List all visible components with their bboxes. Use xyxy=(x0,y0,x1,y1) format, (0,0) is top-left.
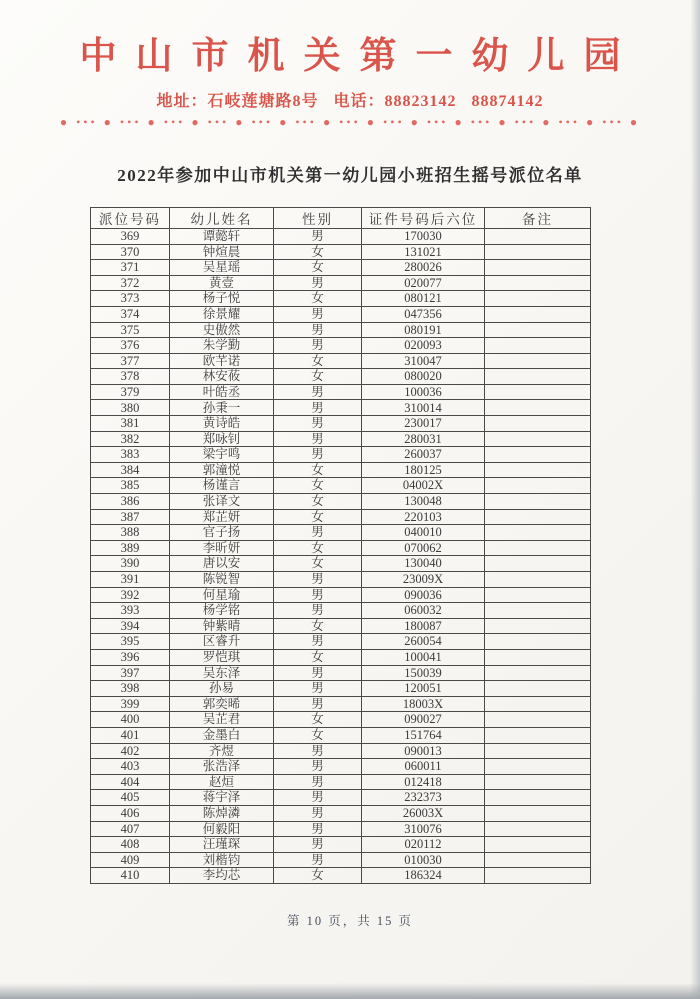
table-cell xyxy=(485,821,591,837)
table-cell: 李均芯 xyxy=(170,868,274,884)
table-cell xyxy=(485,618,591,634)
column-header: 性别 xyxy=(274,207,362,228)
table-cell: 欧芊诺 xyxy=(170,353,274,369)
table-cell: 吴星瑶 xyxy=(170,260,274,276)
table-row xyxy=(91,306,591,322)
table-cell: 151764 xyxy=(362,727,485,743)
table-cell: 020077 xyxy=(362,275,485,291)
table-cell xyxy=(485,322,591,338)
table-cell: 100041 xyxy=(362,649,485,665)
table-cell xyxy=(485,369,591,385)
table-cell: 男 xyxy=(274,805,362,821)
table-cell: 380 xyxy=(91,400,170,416)
table-cell: 男 xyxy=(274,634,362,650)
table-cell: 女 xyxy=(274,618,362,634)
table-cell xyxy=(485,244,591,260)
table-cell: 男 xyxy=(274,572,362,588)
table-cell: 260037 xyxy=(362,447,485,463)
table-cell xyxy=(485,774,591,790)
table-cell: 唐以安 xyxy=(170,556,274,572)
table-cell: 吴芷君 xyxy=(170,712,274,728)
table-cell: 399 xyxy=(91,696,170,712)
table-cell: 女 xyxy=(274,556,362,572)
table-cell: 386 xyxy=(91,494,170,510)
table-cell: 女 xyxy=(274,712,362,728)
table-cell xyxy=(485,837,591,853)
table-cell: 369 xyxy=(91,228,170,244)
table-cell: 金墨白 xyxy=(170,727,274,743)
table-cell: 男 xyxy=(274,774,362,790)
table-cell: 李昕妍 xyxy=(170,540,274,556)
table-cell xyxy=(485,384,591,400)
table-cell: 375 xyxy=(91,322,170,338)
table-cell: 男 xyxy=(274,338,362,354)
table-cell xyxy=(485,868,591,884)
table-cell: 杨谨言 xyxy=(170,478,274,494)
table-cell: 373 xyxy=(91,291,170,307)
table-cell: 男 xyxy=(274,852,362,868)
table-cell xyxy=(485,556,591,572)
table-cell: 张译文 xyxy=(170,494,274,510)
org-name-title: 中山市机关第一幼儿园 xyxy=(79,36,640,77)
table-cell: 女 xyxy=(274,260,362,276)
table-cell: 310014 xyxy=(362,400,485,416)
table-cell: 区睿升 xyxy=(170,634,274,650)
letterhead xyxy=(0,0,700,129)
table-cell: 女 xyxy=(274,649,362,665)
table-cell: 395 xyxy=(91,634,170,650)
table-cell: 130048 xyxy=(362,494,485,510)
table-cell xyxy=(485,727,591,743)
table-cell: 男 xyxy=(274,603,362,619)
table-cell: 150039 xyxy=(362,665,485,681)
table-cell xyxy=(485,525,591,541)
table-cell: 男 xyxy=(274,400,362,416)
table-cell: 378 xyxy=(91,369,170,385)
table-cell: 410 xyxy=(91,868,170,884)
table-row xyxy=(91,369,591,385)
table-cell: 刘楷钧 xyxy=(170,852,274,868)
table-cell: 女 xyxy=(274,494,362,510)
table-cell: 310076 xyxy=(362,821,485,837)
table-cell: 男 xyxy=(274,525,362,541)
table-cell: 391 xyxy=(91,572,170,588)
table-cell xyxy=(485,275,591,291)
table-row xyxy=(91,634,591,650)
table-cell: 男 xyxy=(274,275,362,291)
table-cell: 130040 xyxy=(362,556,485,572)
table-cell xyxy=(485,494,591,510)
table-row xyxy=(91,868,591,884)
table-cell xyxy=(485,649,591,665)
table-cell: 陈锐智 xyxy=(170,572,274,588)
table-cell: 409 xyxy=(91,852,170,868)
table-cell: 080020 xyxy=(362,369,485,385)
table-cell: 376 xyxy=(91,338,170,354)
table-cell: 400 xyxy=(91,712,170,728)
table-cell: 385 xyxy=(91,478,170,494)
table-cell: 372 xyxy=(91,275,170,291)
table-cell: 047356 xyxy=(362,306,485,322)
scan-edge-right xyxy=(690,0,700,999)
table-row xyxy=(91,447,591,463)
table-cell: 379 xyxy=(91,384,170,400)
roster-table-head xyxy=(91,207,591,228)
table-row xyxy=(91,587,591,603)
table-cell: 汪瑾琛 xyxy=(170,837,274,853)
table-cell: 080191 xyxy=(362,322,485,338)
table-cell: 黄壹 xyxy=(170,275,274,291)
table-cell: 402 xyxy=(91,743,170,759)
table-row xyxy=(91,525,591,541)
table-row xyxy=(91,743,591,759)
table-cell: 384 xyxy=(91,462,170,478)
table-cell xyxy=(485,587,591,603)
table-cell: 388 xyxy=(91,525,170,541)
table-cell: 女 xyxy=(274,727,362,743)
table-cell: 钟紫晴 xyxy=(170,618,274,634)
table-row xyxy=(91,431,591,447)
table-cell: 蒋宇泽 xyxy=(170,790,274,806)
table-row xyxy=(91,509,591,525)
table-cell: 朱学勤 xyxy=(170,338,274,354)
table-row xyxy=(91,353,591,369)
roster-table-body xyxy=(91,228,591,883)
table-cell: 吴东泽 xyxy=(170,665,274,681)
table-cell xyxy=(485,603,591,619)
column-header: 证件号码后六位 xyxy=(362,207,485,228)
table-cell: 齐煜 xyxy=(170,743,274,759)
table-cell: 260054 xyxy=(362,634,485,650)
table-cell: 020093 xyxy=(362,338,485,354)
table-cell: 男 xyxy=(274,384,362,400)
table-cell: 女 xyxy=(274,462,362,478)
table-cell: 男 xyxy=(274,322,362,338)
table-row xyxy=(91,540,591,556)
table-cell: 男 xyxy=(274,228,362,244)
table-cell: 040010 xyxy=(362,525,485,541)
table-cell xyxy=(485,743,591,759)
table-cell: 392 xyxy=(91,587,170,603)
table-row xyxy=(91,790,591,806)
column-header: 备注 xyxy=(485,207,591,228)
table-cell: 377 xyxy=(91,353,170,369)
table-cell xyxy=(485,353,591,369)
table-cell: 男 xyxy=(274,696,362,712)
table-cell: 020112 xyxy=(362,837,485,853)
table-cell xyxy=(485,665,591,681)
table-cell: 012418 xyxy=(362,774,485,790)
table-cell: 男 xyxy=(274,431,362,447)
table-row xyxy=(91,774,591,790)
table-cell: 女 xyxy=(274,353,362,369)
table-row xyxy=(91,712,591,728)
table-row xyxy=(91,228,591,244)
table-cell xyxy=(485,260,591,276)
table-row xyxy=(91,462,591,478)
column-header: 派位号码 xyxy=(91,207,170,228)
table-cell xyxy=(485,228,591,244)
table-row xyxy=(91,338,591,354)
table-cell: 403 xyxy=(91,759,170,775)
table-cell: 杨子悦 xyxy=(170,291,274,307)
table-cell: 陈焯潾 xyxy=(170,805,274,821)
table-row xyxy=(91,681,591,697)
table-cell xyxy=(485,291,591,307)
table-cell xyxy=(485,509,591,525)
table-row xyxy=(91,244,591,260)
table-cell: 280026 xyxy=(362,260,485,276)
table-cell: 090013 xyxy=(362,743,485,759)
table-cell: 406 xyxy=(91,805,170,821)
table-cell: 孙易 xyxy=(170,681,274,697)
table-cell: 男 xyxy=(274,587,362,603)
table-cell: 18003X xyxy=(362,696,485,712)
table-cell: 404 xyxy=(91,774,170,790)
table-cell: 398 xyxy=(91,681,170,697)
table-cell: 女 xyxy=(274,244,362,260)
table-cell: 407 xyxy=(91,821,170,837)
table-cell: 010030 xyxy=(362,852,485,868)
table-cell: 男 xyxy=(274,681,362,697)
table-cell: 120051 xyxy=(362,681,485,697)
table-cell: 女 xyxy=(274,369,362,385)
table-row xyxy=(91,727,591,743)
table-cell: 381 xyxy=(91,416,170,432)
table-cell: 女 xyxy=(274,540,362,556)
table-cell: 女 xyxy=(274,868,362,884)
table-cell: 男 xyxy=(274,743,362,759)
table-cell: 史傲然 xyxy=(170,322,274,338)
table-cell: 官子扬 xyxy=(170,525,274,541)
table-row xyxy=(91,759,591,775)
table-cell: 280031 xyxy=(362,431,485,447)
table-cell: 男 xyxy=(274,821,362,837)
table-cell xyxy=(485,540,591,556)
table-cell: 女 xyxy=(274,478,362,494)
table-cell: 郭奕晞 xyxy=(170,696,274,712)
table-cell: 郭潼悦 xyxy=(170,462,274,478)
table-cell xyxy=(485,400,591,416)
table-cell: 310047 xyxy=(362,353,485,369)
table-cell xyxy=(485,790,591,806)
table-cell: 何星瑜 xyxy=(170,587,274,603)
table-cell: 男 xyxy=(274,447,362,463)
table-cell: 杨学铭 xyxy=(170,603,274,619)
table-cell: 林安莜 xyxy=(170,369,274,385)
org-address-phone: 地址：石岐莲塘路8号 电话：88823142 88874142 xyxy=(156,92,544,110)
table-cell: 钟煊晨 xyxy=(170,244,274,260)
table-cell: 100036 xyxy=(362,384,485,400)
table-cell xyxy=(485,447,591,463)
table-cell: 郑咏钊 xyxy=(170,431,274,447)
table-row xyxy=(91,805,591,821)
table-cell: 张浩泽 xyxy=(170,759,274,775)
table-cell xyxy=(485,805,591,821)
table-cell: 387 xyxy=(91,509,170,525)
table-cell: 230017 xyxy=(362,416,485,432)
table-cell xyxy=(485,712,591,728)
table-cell: 何毅阳 xyxy=(170,821,274,837)
table-row xyxy=(91,400,591,416)
table-cell: 男 xyxy=(274,837,362,853)
table-cell: 405 xyxy=(91,790,170,806)
table-cell xyxy=(485,462,591,478)
table-cell: 397 xyxy=(91,665,170,681)
table-cell: 黄诗皓 xyxy=(170,416,274,432)
table-row xyxy=(91,291,591,307)
table-cell: 374 xyxy=(91,306,170,322)
table-row xyxy=(91,665,591,681)
table-cell xyxy=(485,634,591,650)
table-cell: 23009X xyxy=(362,572,485,588)
dotted-divider: ● ••• ● ••• ● ••• ● ••• ● ••• ● ••• ● ••• ● ••• ● ••• ● ••• ● ••• ● ••• ● ••• ● xyxy=(59,114,641,129)
table-cell: 390 xyxy=(91,556,170,572)
table-row xyxy=(91,494,591,510)
table-cell: 389 xyxy=(91,540,170,556)
table-cell: 孙秉一 xyxy=(170,400,274,416)
table-row xyxy=(91,275,591,291)
table-cell: 394 xyxy=(91,618,170,634)
table-row xyxy=(91,260,591,276)
table-cell: 男 xyxy=(274,416,362,432)
column-header: 幼儿姓名 xyxy=(170,207,274,228)
table-cell: 170030 xyxy=(362,228,485,244)
table-cell: 401 xyxy=(91,727,170,743)
table-cell xyxy=(485,338,591,354)
page-footer: 第 10 页，共 15 页 xyxy=(286,913,413,928)
table-cell: 232373 xyxy=(362,790,485,806)
table-cell: 男 xyxy=(274,759,362,775)
table-cell: 180087 xyxy=(362,618,485,634)
table-cell: 男 xyxy=(274,665,362,681)
table-cell: 220103 xyxy=(362,509,485,525)
table-row xyxy=(91,837,591,853)
roster-head-row xyxy=(91,207,591,228)
table-row xyxy=(91,478,591,494)
table-row xyxy=(91,852,591,868)
table-cell xyxy=(485,306,591,322)
table-cell: 180125 xyxy=(362,462,485,478)
table-cell: 郑芷妍 xyxy=(170,509,274,525)
table-row xyxy=(91,556,591,572)
table-cell: 谭懿轩 xyxy=(170,228,274,244)
table-cell: 男 xyxy=(274,306,362,322)
list-title: 2022年参加中山市机关第一幼儿园小班招生摇号派位名单 xyxy=(117,165,583,185)
table-cell: 090036 xyxy=(362,587,485,603)
table-cell: 徐景耀 xyxy=(170,306,274,322)
table-cell: 383 xyxy=(91,447,170,463)
table-cell: 131021 xyxy=(362,244,485,260)
table-cell xyxy=(485,478,591,494)
table-row xyxy=(91,384,591,400)
table-cell: 396 xyxy=(91,649,170,665)
table-cell: 女 xyxy=(274,291,362,307)
table-cell: 04002X xyxy=(362,478,485,494)
table-cell xyxy=(485,681,591,697)
table-row xyxy=(91,649,591,665)
table-cell: 叶皓丞 xyxy=(170,384,274,400)
table-cell: 408 xyxy=(91,837,170,853)
table-cell: 赵烜 xyxy=(170,774,274,790)
table-row xyxy=(91,416,591,432)
scan-edge-bottom xyxy=(0,983,700,999)
table-cell xyxy=(485,696,591,712)
table-cell: 26003X xyxy=(362,805,485,821)
roster-table xyxy=(90,207,591,884)
table-row xyxy=(91,821,591,837)
table-row xyxy=(91,572,591,588)
table-cell: 371 xyxy=(91,260,170,276)
table-cell xyxy=(485,416,591,432)
table-row xyxy=(91,696,591,712)
table-cell: 罗恺琪 xyxy=(170,649,274,665)
table-cell: 370 xyxy=(91,244,170,260)
table-cell: 186324 xyxy=(362,868,485,884)
table-cell: 女 xyxy=(274,509,362,525)
table-cell: 男 xyxy=(274,790,362,806)
table-cell: 393 xyxy=(91,603,170,619)
table-row xyxy=(91,603,591,619)
table-row xyxy=(91,618,591,634)
table-cell: 梁宇鸣 xyxy=(170,447,274,463)
table-cell: 382 xyxy=(91,431,170,447)
table-cell: 080121 xyxy=(362,291,485,307)
table-cell xyxy=(485,572,591,588)
table-cell: 070062 xyxy=(362,540,485,556)
table-cell xyxy=(485,431,591,447)
table-cell xyxy=(485,852,591,868)
table-cell xyxy=(485,759,591,775)
table-cell: 060011 xyxy=(362,759,485,775)
table-row xyxy=(91,322,591,338)
table-cell: 060032 xyxy=(362,603,485,619)
table-cell: 090027 xyxy=(362,712,485,728)
